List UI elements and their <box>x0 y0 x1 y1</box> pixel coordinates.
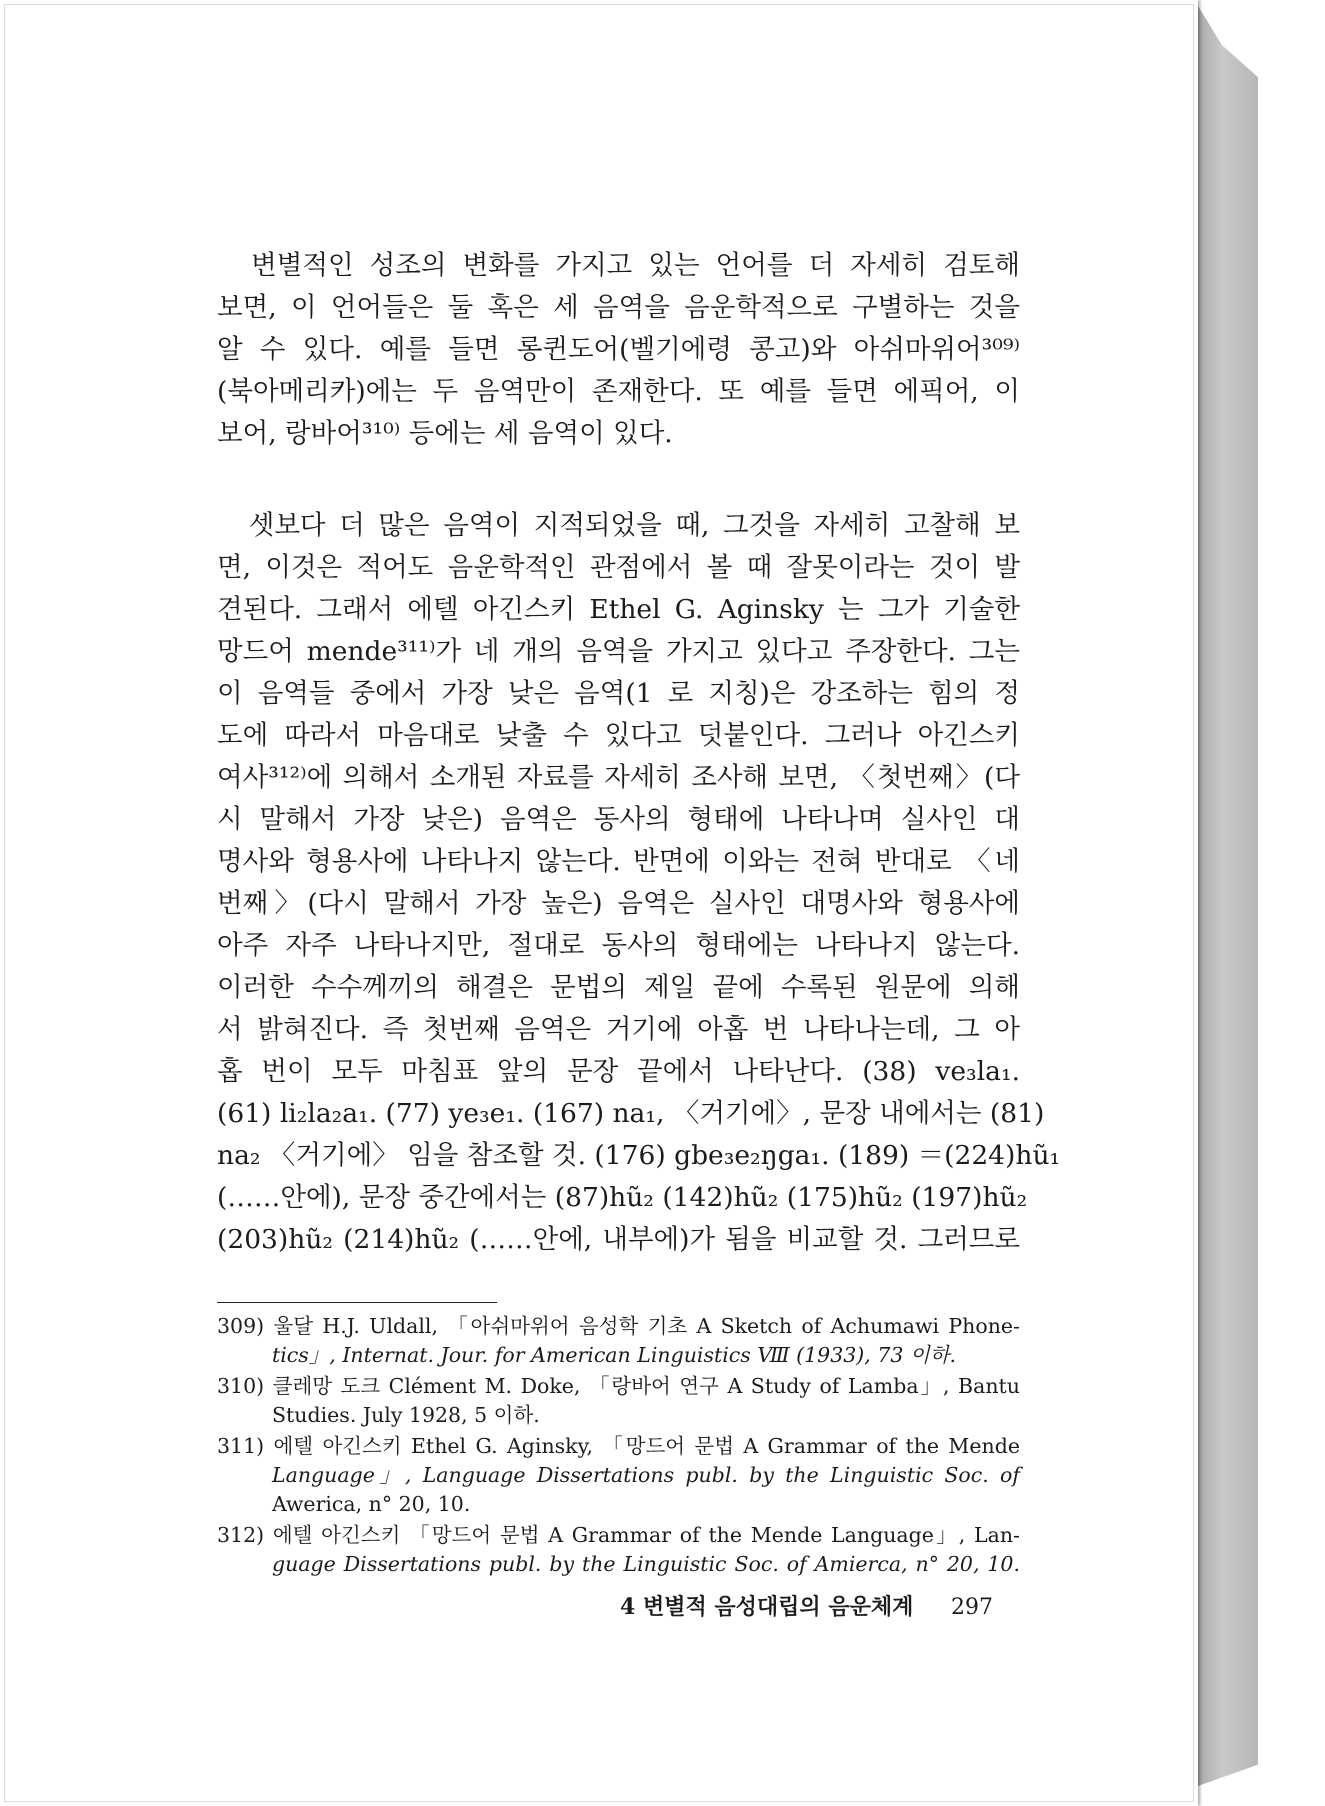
body-text <box>217 245 1061 1261</box>
text-line: 아주 자주 나타나지만, 절대로 동사의 형태에는 나타나지 않는다. <box>217 930 1020 961</box>
paragraph-gap <box>217 455 1020 505</box>
text-line: 여사³¹²⁾에 의해서 소개된 자료를 자세히 조사해 보면, 〈첫번째〉(다 <box>217 762 1020 793</box>
text-line: 보면, 이 언어들은 둘 혹은 세 음역을 음운학적으로 구별하는 것을 <box>217 292 1020 323</box>
footnote-line: Studies. July 1928, 5 이하. <box>272 1403 540 1427</box>
paragraph-1 <box>217 245 1020 455</box>
text-line: 보어, 랑바어³¹⁰⁾ 등에는 세 음역이 있다. <box>217 418 673 449</box>
page-number: 297 <box>951 1595 993 1620</box>
text-line: 견된다. 그래서 에텔 아긴스키 Ethel G. Aginsky 는 그가 기술한 <box>217 594 1020 625</box>
text-line: (203)hũ₂ (214)hũ₂ (……안에, 내부에)가 됨을 비교할 것. 그러므로 <box>217 1224 1020 1255</box>
footnote-309 <box>217 1312 1020 1370</box>
text-line: 망드어 mende³¹¹⁾가 네 개의 음역을 가지고 있다고 주장한다. 그는 <box>217 636 1020 667</box>
text-line: 알 수 있다. 예를 들면 롱퀸도어(벨기에령 콩고)와 아쉬마위어³⁰⁹⁾ <box>217 334 1020 365</box>
footnote-line: 309) 울달 H.J. Uldall, 「아쉬마위어 음성학 기초 A Sketch of Achumawi Phone- <box>217 1314 1020 1338</box>
footnote-divider <box>217 1302 497 1303</box>
text-line: 시 말해서 가장 낮은) 음역은 동사의 형태에 나타나며 실사인 대 <box>217 804 1020 835</box>
text-line: 번째〉(다시 말해서 가장 높은) 음역은 실사인 대명사와 형용사에 <box>217 888 1020 919</box>
running-footer <box>620 1590 993 1621</box>
footnote-311 <box>217 1432 1020 1519</box>
footnote-312 <box>217 1521 1020 1579</box>
page-edge-stack <box>1198 6 1258 1786</box>
text-line: 명사와 형용사에 나타나지 않는다. 반면에 이와는 전혀 반대로 〈네 <box>217 846 1020 877</box>
text-line: (북아메리카)에는 두 음역만이 존재한다. 또 예를 들면 에픽어, 이 <box>217 376 1020 407</box>
paragraph-2 <box>217 505 1061 1261</box>
text-line: (61) li₂la₂a₁. (77) ye₃e₁. (167) na₁, 〈거기에〉, 문장 내에서는 (81) <box>217 1098 1045 1129</box>
text-line: 이 음역들 중에서 가장 낮은 음역(1 로 지칭)은 강조하는 힘의 정 <box>217 678 1020 709</box>
text-line: 홉 번이 모두 마침표 앞의 문장 끝에서 나타난다. (38) ve₃la₁. <box>217 1056 1020 1087</box>
footnotes <box>217 1312 1020 1579</box>
footnote-line: Awerica, n° 20, 10. <box>272 1492 471 1516</box>
footnote-line: 310) 클레망 도크 Clément M. Doke, 「랑바어 연구 A Study of Lamba」, Bantu <box>217 1374 1020 1398</box>
footnote-line: 311) 에텔 아긴스키 Ethel G. Aginsky, 「망드어 문법 A Grammar of the Mende <box>217 1434 1020 1458</box>
footnote-line: tics」, Internat. Jour. for American Linguistics Ⅷ (1933), 73 이하. <box>272 1343 957 1367</box>
footnote-310 <box>217 1372 1020 1430</box>
footnote-line: 312) 에텔 아긴스키 「망드어 문법 A Grammar of the Mende Language」, Lan- <box>217 1523 1020 1547</box>
text-line: 변별적인 성조의 변화를 가지고 있는 언어를 더 자세히 검토해 <box>217 250 1020 281</box>
text-line: 면, 이것은 적어도 음운학적인 관점에서 볼 때 잘못이라는 것이 발 <box>217 552 1020 583</box>
text-line: 셋보다 더 많은 음역이 지적되었을 때, 그것을 자세히 고찰해 보 <box>217 510 1020 541</box>
running-footer-title: 4 변별적 음성대립의 음운체계 <box>620 1594 914 1620</box>
text-line: 도에 따라서 마음대로 낮출 수 있다고 덧붙인다. 그러나 아긴스키 <box>217 720 1020 751</box>
text-line: (……안에), 문장 중간에서는 (87)hũ₂ (142)hũ₂ (175)hũ₂ (197)hũ₂ <box>217 1182 1028 1213</box>
footnote-line: guage Dissertations publ. by the Linguistic Soc. of Amierca, n° 20, 10. <box>272 1552 1020 1576</box>
text-line: 서 밝혀진다. 즉 첫번째 음역은 거기에 아홉 번 나타나는데, 그 아 <box>217 1014 1020 1045</box>
text-line: na₂ 〈거기에〉 임을 참조할 것. (176) gbe₃e₂ŋga₁. (189) ＝(224)hũ₁ <box>217 1140 1061 1171</box>
text-line: 이러한 수수께끼의 해결은 문법의 제일 끝에 수록된 원문에 의해 <box>217 972 1020 1003</box>
footnote-line: Language」, Language Dissertations publ. by the Linguistic Soc. of <box>272 1463 1020 1487</box>
